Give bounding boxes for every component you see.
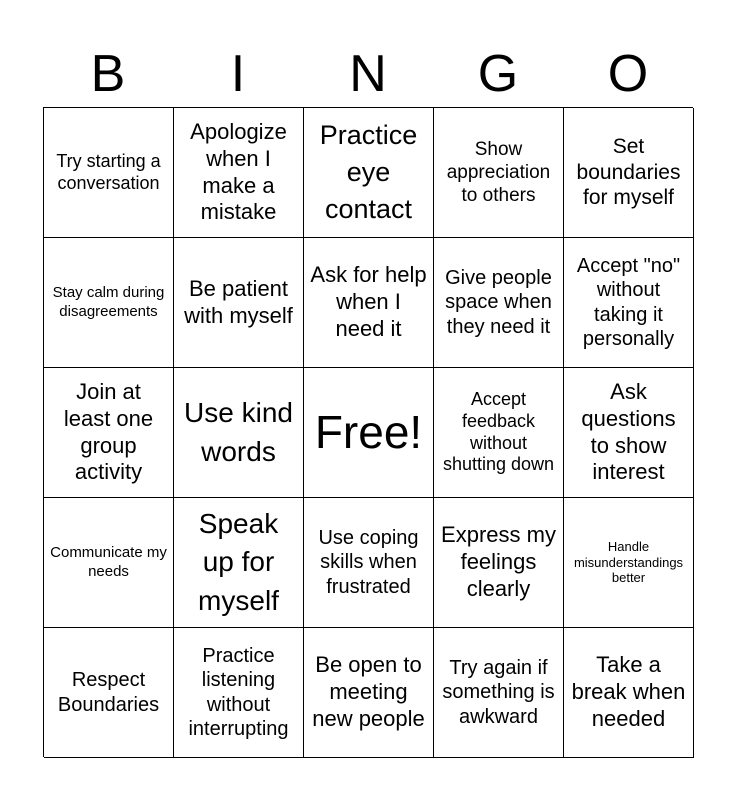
bingo-cell-r2-c1[interactable] — [44, 238, 174, 368]
header-letter-i: I — [230, 45, 246, 103]
bingo-grid — [43, 107, 693, 757]
bingo-cell-r4-c5[interactable] — [564, 498, 694, 628]
bingo-cell-free[interactable] — [304, 368, 434, 498]
cell-text: Be patient with myself — [184, 275, 293, 328]
free-space-text: Free! — [314, 406, 423, 459]
bingo-cell-r1-c1[interactable] — [44, 108, 174, 238]
cell-text: Give people space when they need it — [445, 266, 552, 338]
cell-text: Take a break when needed — [571, 652, 686, 731]
bingo-cell-r1-c4[interactable] — [434, 108, 564, 238]
bingo-cell-r1-c2[interactable] — [174, 108, 304, 238]
bingo-cell-r2-c5[interactable] — [564, 238, 694, 368]
cell-text: Stay calm during disagreements — [52, 284, 165, 320]
bingo-cell-r1-c3[interactable] — [304, 108, 434, 238]
cell-text: Show appreciation to others — [446, 138, 551, 207]
cell-text: Speak up for myself — [198, 507, 279, 616]
cell-text: Communicate my needs — [50, 544, 167, 580]
bingo-cell-r1-c5[interactable] — [564, 108, 694, 238]
bingo-cell-r4-c3[interactable] — [304, 498, 434, 628]
cell-text: Use kind words — [184, 396, 293, 467]
header-letter-b: B — [90, 45, 126, 103]
cell-text: Express my feelings clearly — [441, 522, 556, 601]
cell-text: Accept feedback without shutting down — [442, 388, 555, 475]
bingo-cell-r4-c2[interactable] — [174, 498, 304, 628]
bingo-cell-r5-c1[interactable] — [44, 628, 174, 758]
bingo-cell-r5-c2[interactable] — [174, 628, 304, 758]
header-letter-o: O — [607, 45, 649, 103]
bingo-cell-r2-c2[interactable] — [174, 238, 304, 368]
bingo-cell-r2-c3[interactable] — [304, 238, 434, 368]
bingo-cell-r4-c4[interactable] — [434, 498, 564, 628]
cell-text: Try starting a conversation — [56, 150, 161, 193]
cell-text: Accept "no" without taking it personally — [576, 254, 681, 350]
bingo-cell-r3-c1[interactable] — [44, 368, 174, 498]
bingo-cell-r5-c4[interactable] — [434, 628, 564, 758]
header-letter-n: N — [349, 45, 387, 103]
bingo-cell-r2-c4[interactable] — [434, 238, 564, 368]
cell-text: Ask for help when I need it — [310, 262, 427, 341]
cell-text: Ask questions to show interest — [581, 378, 676, 485]
bingo-cell-r5-c3[interactable] — [304, 628, 434, 758]
bingo-cell-r3-c4[interactable] — [434, 368, 564, 498]
bingo-cell-r3-c5[interactable] — [564, 368, 694, 498]
bingo-header — [43, 40, 693, 108]
bingo-cell-r3-c2[interactable] — [174, 368, 304, 498]
cell-text: Set boundaries for myself — [576, 135, 681, 210]
cell-text: Handle misunderstandings better — [573, 538, 684, 586]
cell-text: Respect Boundaries — [57, 669, 160, 716]
cell-text: Try again if something is awkward — [442, 656, 555, 728]
header-letter-g: G — [477, 45, 519, 103]
bingo-cell-r4-c1[interactable] — [44, 498, 174, 628]
cell-text: Practice eye contact — [319, 119, 418, 225]
cell-text: Practice listening without interrupting — [188, 644, 289, 740]
cell-text: Be open to meeting new people — [312, 652, 425, 731]
cell-text: Join at least one group activity — [63, 378, 154, 485]
bingo-cell-r5-c5[interactable] — [564, 628, 694, 758]
cell-text: Apologize when I make a mistake — [190, 118, 287, 225]
cell-text: Use coping skills when frustrated — [318, 526, 419, 598]
